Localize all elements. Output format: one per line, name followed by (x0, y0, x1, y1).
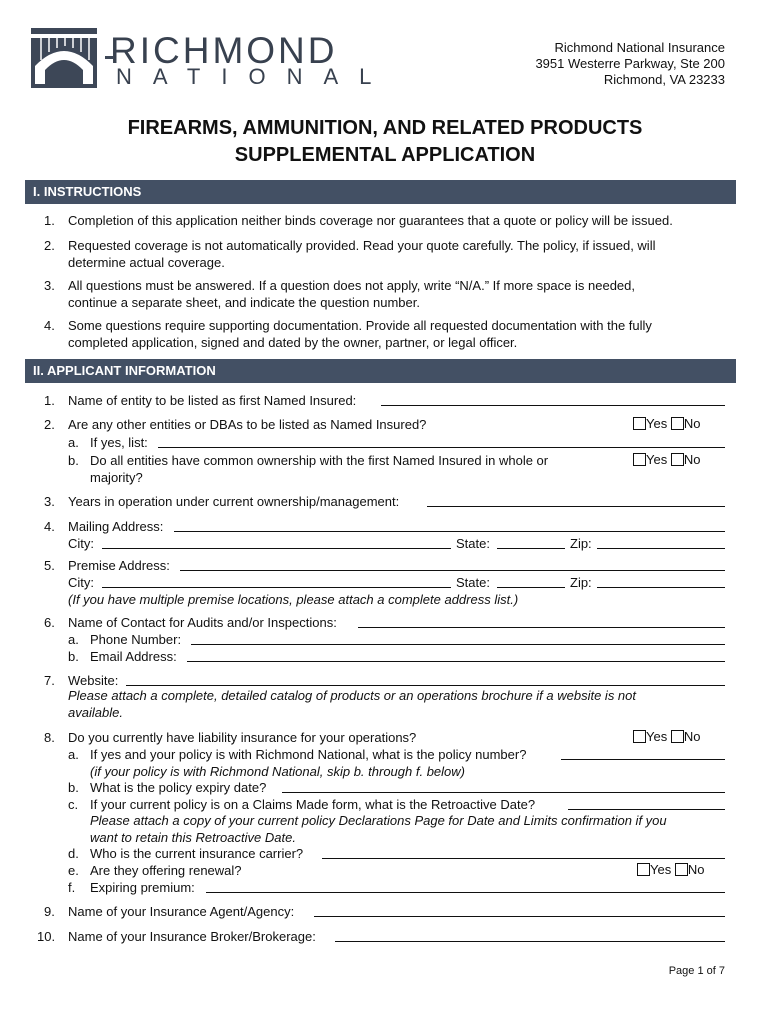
company-address (535, 40, 725, 88)
city-label: City: (68, 575, 94, 590)
q4-mailing-address-field[interactable] (174, 531, 725, 532)
sub-letter: a. (68, 747, 79, 762)
q8c-retro-date-field[interactable] (568, 809, 725, 810)
q2-label: Are any other entities or DBAs to be listed as Named Insured? (68, 417, 427, 432)
sub-letter: c. (68, 797, 79, 812)
section-instructions-header: I. INSTRUCTIONS (25, 180, 736, 204)
q9-label: Name of your Insurance Agent/Agency: (68, 904, 295, 919)
question-number: 1. (44, 393, 55, 408)
state-label: State: (456, 536, 490, 551)
q6a-phone-field[interactable] (191, 644, 725, 645)
instruction-number: 2. (44, 238, 55, 253)
instruction-3-line-1: All questions must be answered. If a question does not apply, write “N/A.” If more space is needed, (68, 278, 635, 293)
q7-label: Website: (68, 673, 119, 688)
no-label: No (683, 416, 701, 431)
q8f-premium-field[interactable] (206, 892, 725, 893)
instruction-number: 3. (44, 278, 55, 293)
no-label: No (683, 729, 701, 744)
q8-yes-checkbox[interactable] (633, 730, 646, 743)
q8e-label: Are they offering renewal? (90, 863, 242, 878)
yes-label: Yes (650, 862, 672, 877)
title-line-2: SUPPLEMENTAL APPLICATION (234, 144, 536, 166)
address-line-2: 3951 Westerre Parkway, Ste 200 (535, 56, 725, 71)
q2-no-checkbox[interactable] (671, 417, 684, 430)
sub-letter: b. (68, 649, 79, 664)
document-title (0, 115, 770, 169)
instruction-3-line-2: continue a separate sheet, and indicate the question number. (68, 295, 420, 310)
q5-city-field[interactable] (102, 587, 451, 588)
q4-state-field[interactable] (497, 548, 565, 549)
q4-label: Mailing Address: (68, 519, 164, 534)
q4-zip-field[interactable] (597, 548, 725, 549)
q3-label: Years in operation under current ownership/management: (68, 494, 400, 509)
sub-letter: e. (68, 863, 79, 878)
q7-website-field[interactable] (126, 685, 725, 686)
question-number: 4. (44, 519, 55, 534)
question-number: 8. (44, 730, 55, 745)
q5-note: (If you have multiple premise locations, please attach a complete address list.) (68, 592, 519, 607)
q8e-yes-no (637, 862, 704, 877)
no-label: No (687, 862, 705, 877)
yes-label: Yes (646, 416, 668, 431)
q5-state-field[interactable] (497, 587, 565, 588)
q8b-expiry-field[interactable] (282, 792, 725, 793)
no-label: No (683, 452, 701, 467)
q8f-label: Expiring premium: (90, 880, 195, 895)
sub-letter: b. (68, 780, 79, 795)
state-label: State: (456, 575, 490, 590)
q6a-label: Phone Number: (90, 632, 182, 647)
q2b-yes-no (633, 452, 700, 467)
zip-label: Zip: (570, 575, 592, 590)
q2a-label: If yes, list: (90, 435, 148, 450)
sub-letter: a. (68, 435, 79, 450)
question-number: 5. (44, 558, 55, 573)
section-applicant-header: II. APPLICANT INFORMATION (25, 359, 736, 383)
sub-letter: d. (68, 846, 79, 861)
q3-years-field[interactable] (427, 506, 725, 507)
q2b-label-line-2: majority? (90, 470, 143, 485)
sub-letter: a. (68, 632, 79, 647)
q8-no-checkbox[interactable] (671, 730, 684, 743)
q6b-email-field[interactable] (187, 661, 725, 662)
instruction-number: 1. (44, 213, 55, 228)
city-label: City: (68, 536, 94, 551)
q8b-label: What is the policy expiry date? (90, 780, 267, 795)
q9-agent-field[interactable] (314, 916, 725, 917)
q6-label: Name of Contact for Audits and/or Inspections: (68, 615, 337, 630)
instruction-4-line-1: Some questions require supporting documentation. Provide all requested documentation with the fully (68, 318, 652, 333)
q8-yes-no (633, 729, 700, 744)
q2b-label-line-1: Do all entities have common ownership with the first Named Insured in whole or (90, 453, 549, 468)
logo-wordmark-bottom: NATIONAL (116, 64, 393, 89)
q2a-entities-field[interactable] (158, 447, 725, 448)
q7-note-line-2: available. (68, 705, 123, 720)
q8a-policy-number-field[interactable] (561, 759, 725, 760)
yes-label: Yes (646, 729, 668, 744)
q6-contact-field[interactable] (358, 627, 725, 628)
zip-label: Zip: (570, 536, 592, 551)
q8a-label: If yes and your policy is with Richmond National, what is the policy number? (90, 747, 527, 762)
q10-broker-field[interactable] (335, 941, 725, 942)
q8c-label: If your current policy is on a Claims Made form, what is the Retroactive Date? (90, 797, 536, 812)
q8e-yes-checkbox[interactable] (637, 863, 650, 876)
q1-label: Name of entity to be listed as first Named Insured: (68, 393, 357, 408)
q8c-note-line-2: want to retain this Retroactive Date. (90, 830, 296, 845)
q10-label: Name of your Insurance Broker/Brokerage: (68, 929, 316, 944)
q5-zip-field[interactable] (597, 587, 725, 588)
logo-wordmark-top: RICHMOND (110, 30, 338, 71)
q6b-label: Email Address: (90, 649, 177, 664)
q1-entity-name-field[interactable] (381, 405, 725, 406)
question-number: 6. (44, 615, 55, 630)
sub-letter: b. (68, 453, 79, 468)
q2b-no-checkbox[interactable] (671, 453, 684, 466)
q2b-yes-checkbox[interactable] (633, 453, 646, 466)
question-number: 9. (44, 904, 55, 919)
question-number: 3. (44, 494, 55, 509)
address-line-3: Richmond, VA 23233 (603, 72, 725, 87)
q4-city-field[interactable] (102, 548, 451, 549)
yes-label: Yes (646, 452, 668, 467)
q8c-note-line-1: Please attach a copy of your current policy Declarations Page for Date and Limits confirmation if you (90, 813, 667, 828)
q8-label: Do you currently have liability insurance for your operations? (68, 730, 417, 745)
q2-yes-no (633, 416, 700, 431)
instruction-4-line-2: completed application, signed and dated by the owner, partner, or legal officer. (68, 335, 518, 350)
q8e-no-checkbox[interactable] (675, 863, 688, 876)
question-number: 7. (44, 673, 55, 688)
instruction-1: Completion of this application neither binds coverage nor guarantees that a quote or policy will be issued. (68, 213, 673, 228)
q7-note-line-1: Please attach a complete, detailed catalog of products or an operations brochure if a website is not (68, 688, 637, 703)
q8a-note: (if your policy is with Richmond National, skip b. through f. below) (90, 764, 465, 779)
question-number: 2. (44, 417, 55, 432)
question-number: 10. (37, 929, 56, 944)
instruction-number: 4. (44, 318, 55, 333)
sub-letter: f. (68, 880, 76, 895)
page-number: Page 1 of 7 (668, 965, 725, 977)
address-line-1: Richmond National Insurance (554, 40, 725, 55)
q8d-label: Who is the current insurance carrier? (90, 846, 304, 861)
q5-label: Premise Address: (68, 558, 170, 573)
q8d-carrier-field[interactable] (322, 858, 725, 859)
instruction-2-line-1: Requested coverage is not automatically provided. Read your quote carefully. The policy, if issued, will (68, 238, 656, 253)
q5-premise-address-field[interactable] (180, 570, 725, 571)
instruction-2-line-2: determine actual coverage. (68, 255, 225, 270)
title-line-1: FIREARMS, AMMUNITION, AND RELATED PRODUCTS (127, 117, 643, 139)
q2-yes-checkbox[interactable] (633, 417, 646, 430)
